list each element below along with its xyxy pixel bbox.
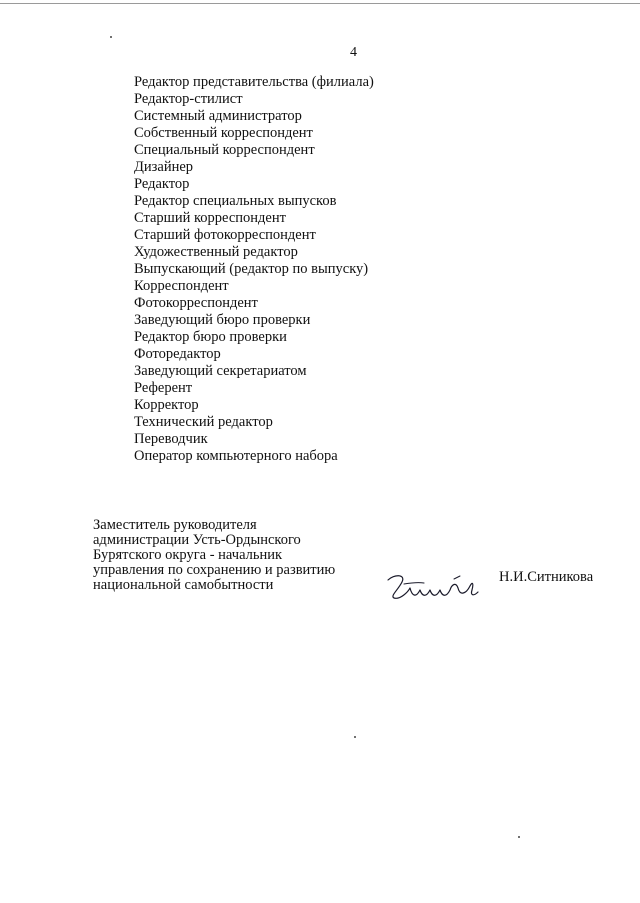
list-item: Корректор xyxy=(134,397,199,413)
signatory-name: Н.И.Ситникова xyxy=(499,569,594,585)
list-item: Художественный редактор xyxy=(134,244,298,260)
signatory-title-line: Бурятского округа - начальник xyxy=(93,547,283,563)
list-item: Редактор специальных выпусков xyxy=(134,193,337,209)
list-item: Оператор компьютерного набора xyxy=(134,448,338,464)
signatory-title-line: Заместитель руководителя xyxy=(93,517,257,533)
list-item: Редактор бюро проверки xyxy=(134,329,287,345)
scan-speck xyxy=(354,736,356,738)
list-item: Редактор xyxy=(134,176,190,192)
list-item: Редактор представительства (филиала) xyxy=(134,74,374,90)
list-item: Старший корреспондент xyxy=(134,210,286,226)
signatory-title-line: управления по сохранению и развитию xyxy=(93,562,336,578)
signatory-title-line: администрации Усть-Ордынского xyxy=(93,532,301,548)
list-item: Выпускающий (редактор по выпуску) xyxy=(134,261,369,277)
list-item: Заведующий бюро проверки xyxy=(134,312,311,328)
list-item: Фоторедактор xyxy=(134,346,221,362)
scan-edge-line xyxy=(0,3,640,4)
list-item: Специальный корреспондент xyxy=(134,142,315,158)
list-item: Корреспондент xyxy=(134,278,229,294)
scan-speck xyxy=(110,36,112,38)
signatory-title-line: национальной самобытности xyxy=(93,577,274,593)
list-item: Заведующий секретариатом xyxy=(134,363,307,379)
list-item: Фотокорреспондент xyxy=(134,295,258,311)
list-item: Переводчик xyxy=(134,431,208,447)
list-item: Дизайнер xyxy=(134,159,194,175)
list-item: Старший фотокорреспондент xyxy=(134,227,316,243)
page-number: 4 xyxy=(350,45,357,60)
list-item: Референт xyxy=(134,380,193,396)
handwritten-signature xyxy=(384,570,480,604)
list-item: Системный администратор xyxy=(134,108,302,124)
positions-list xyxy=(134,74,374,465)
signatory-title xyxy=(93,518,335,593)
list-item: Технический редактор xyxy=(134,414,273,430)
list-item: Собственный корреспондент xyxy=(134,125,313,141)
list-item: Редактор-стилист xyxy=(134,91,243,107)
scan-speck xyxy=(518,836,520,838)
